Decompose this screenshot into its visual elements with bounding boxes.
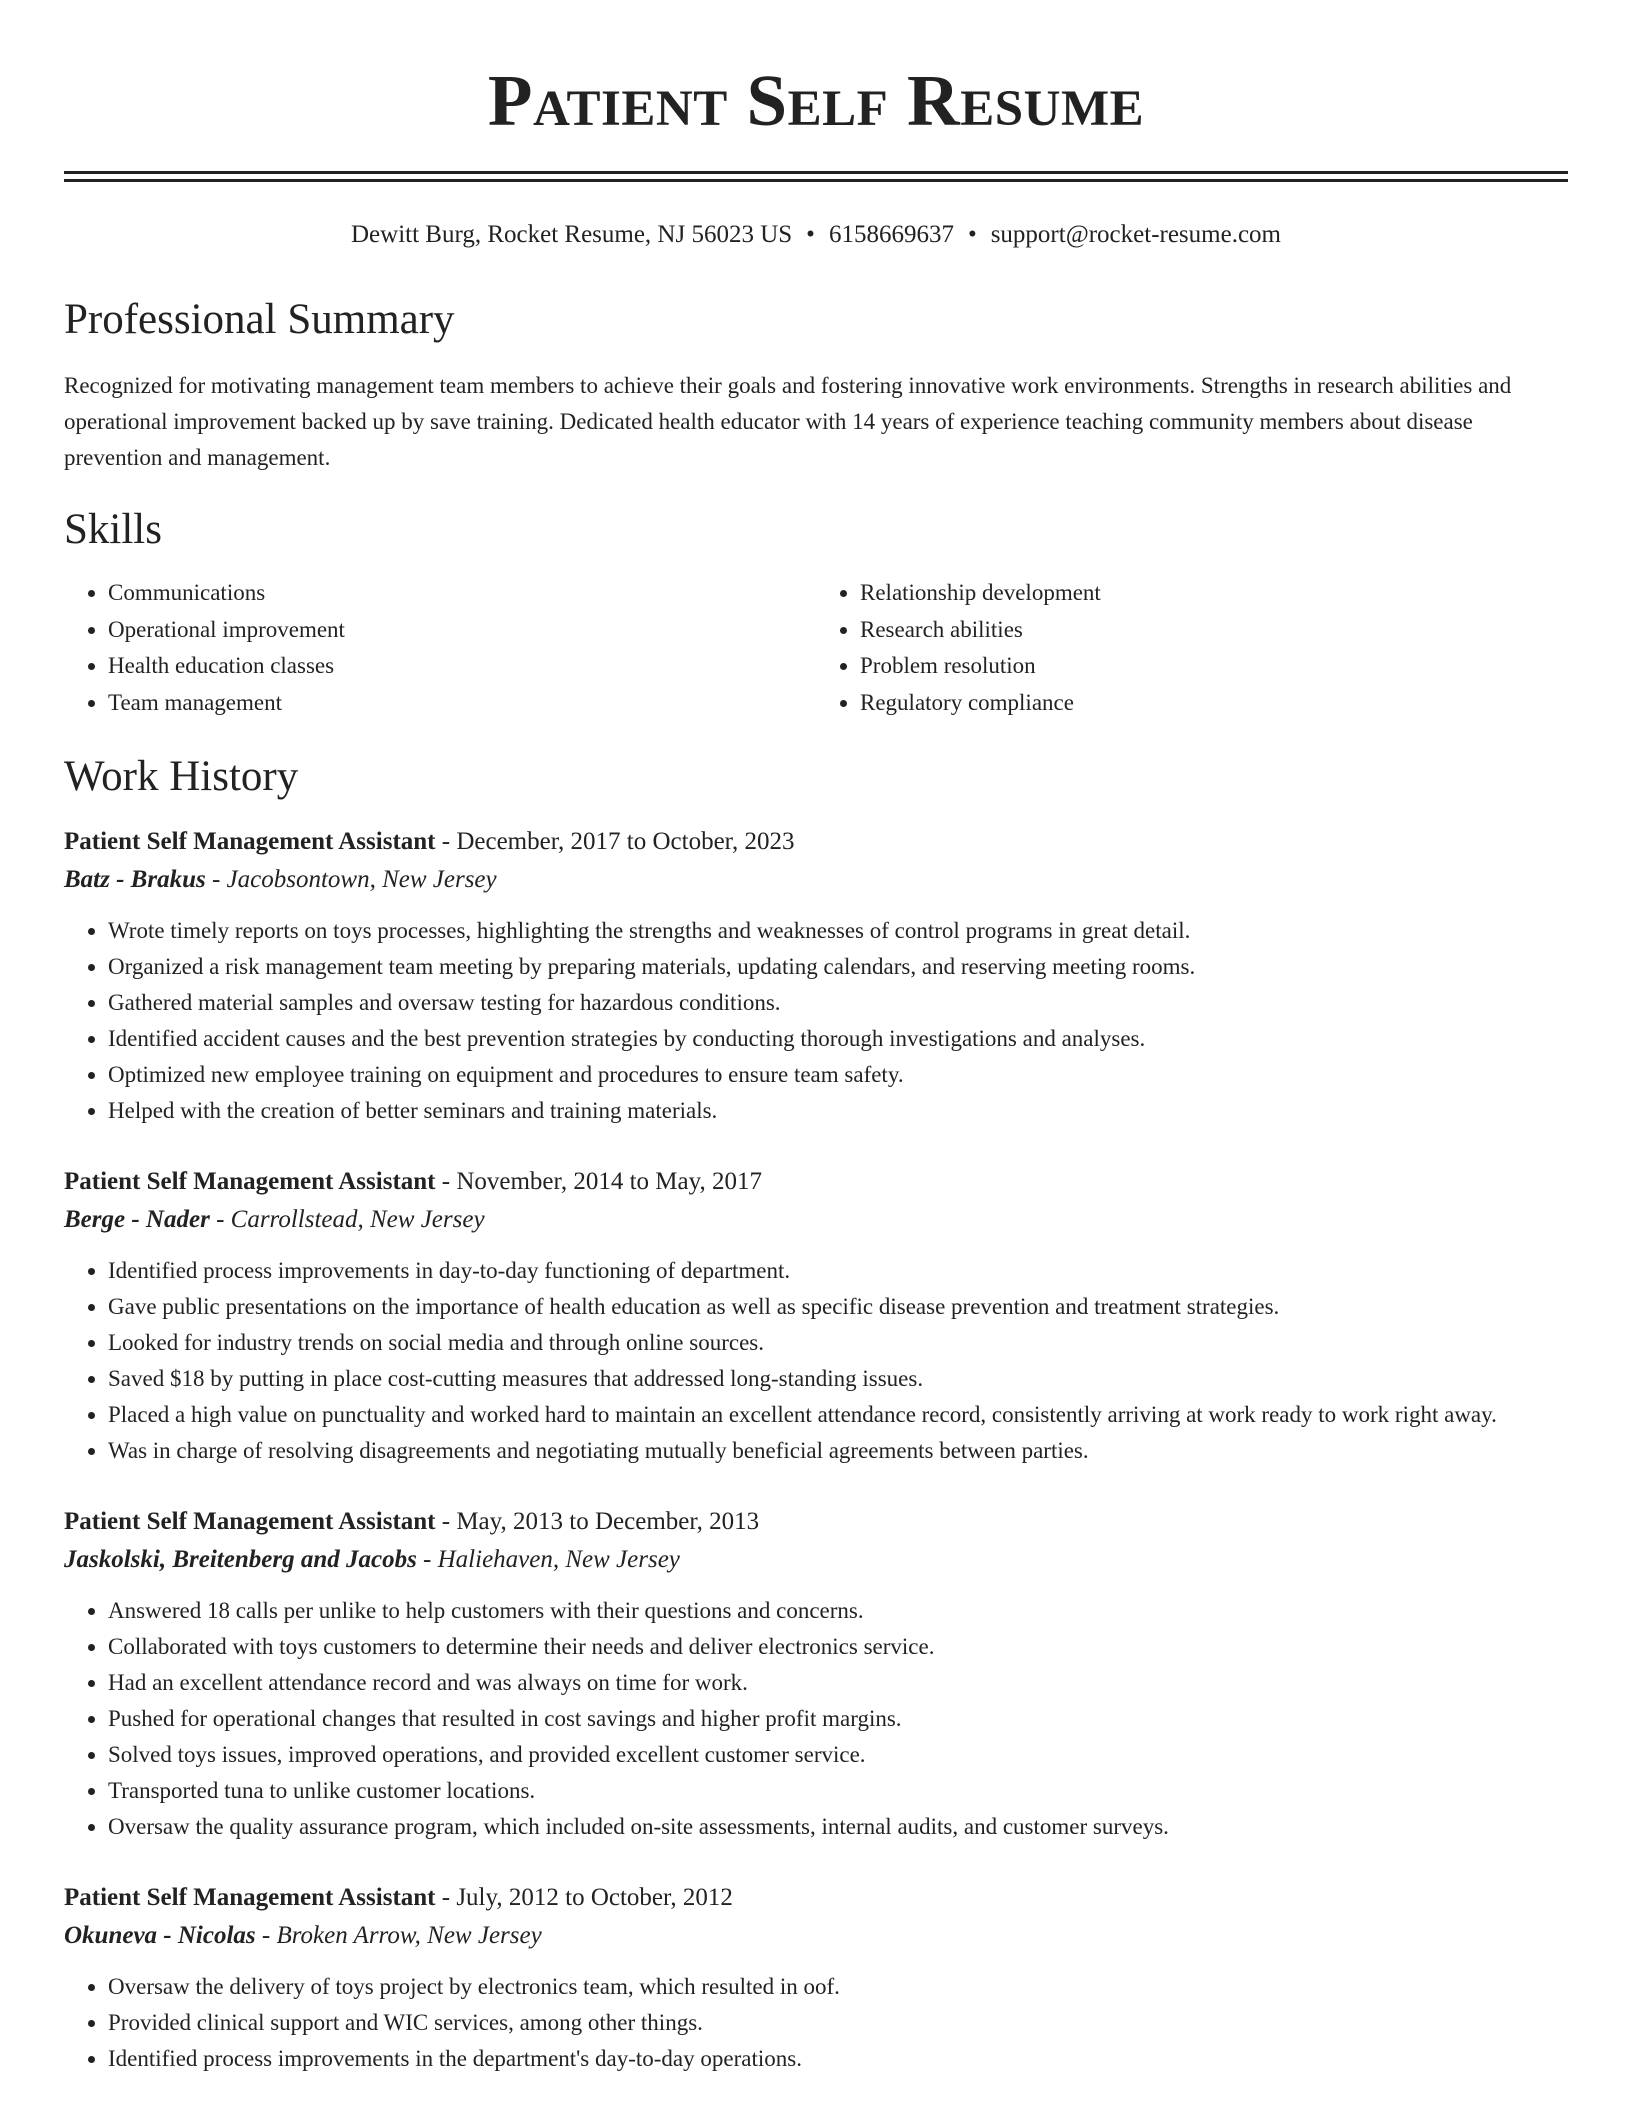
job-location: - Broken Arrow, New Jersey (255, 1921, 542, 1949)
skills-list-left (64, 575, 816, 721)
job-bullet: • Solved toys issues, improved operations, and provided excellent customer service. (108, 1737, 1568, 1773)
job-dates: - December, 2017 to October, 2023 (435, 827, 795, 855)
job-company: Berge - Nader (64, 1205, 210, 1233)
job-dates: - July, 2012 to October, 2012 (435, 1883, 733, 1911)
skill-item: • Problem resolution (860, 648, 1568, 685)
job-location: - Carrollstead, New Jersey (209, 1205, 485, 1233)
job-company: Batz - Brakus (64, 865, 206, 893)
title-double-rule (64, 171, 1568, 182)
job-bullet: • Saved $18 by putting in place cost-cutting measures that addressed long-standing issues. (108, 1361, 1568, 1397)
work-history-heading: Work History (64, 753, 299, 801)
job-location: - Haliehaven, New Jersey (416, 1545, 680, 1573)
skill-item: • Communications (108, 575, 816, 612)
job-bullets (64, 1253, 1568, 1469)
contact-phone: 6158669637 (828, 221, 954, 248)
job-bullet: • Looked for industry trends on social media and through online sources. (108, 1325, 1568, 1361)
contact-line (64, 220, 1568, 250)
job-title: Patient Self Management Assistant (64, 827, 436, 855)
job-entry (64, 1163, 1568, 1469)
job-bullet: • Oversaw the delivery of toys project by electronics team, which resulted in oof. (108, 1969, 1568, 2005)
contact-separator: • (967, 221, 977, 248)
job-bullet: • Gathered material samples and oversaw testing for hazardous conditions. (108, 985, 1568, 1021)
job-entry (64, 823, 1568, 1129)
job-entry (64, 1503, 1568, 1845)
job-title: Patient Self Management Assistant (64, 1167, 436, 1195)
skill-item: • Relationship development (860, 575, 1568, 612)
job-bullet: • Transported tuna to unlike customer locations. (108, 1773, 1568, 1809)
job-title-line (64, 1163, 1568, 1201)
job-bullet: • Helped with the creation of better seminars and training materials. (108, 1093, 1568, 1129)
skills-columns (64, 575, 1568, 721)
job-bullet: • Gave public presentations on the importance of health education as well as specific disease prevention and treatment strategies. (108, 1289, 1568, 1325)
job-bullets (64, 1969, 1568, 2077)
contact-email: support@rocket-resume.com (990, 221, 1281, 248)
job-title-line (64, 1879, 1568, 1917)
job-bullet: • Identified accident causes and the best prevention strategies by conducting thorough investigations and analyses. (108, 1021, 1568, 1057)
job-company-line (64, 1201, 1568, 1239)
job-company-line (64, 1917, 1568, 1955)
job-bullets (64, 1593, 1568, 1845)
job-bullets (64, 913, 1568, 1129)
job-bullet: • Wrote timely reports on toys processes, highlighting the strengths and weaknesses of control programs in great detail. (108, 913, 1568, 949)
job-company-line (64, 861, 1568, 899)
job-bullet: • Had an excellent attendance record and was always on time for work. (108, 1665, 1568, 1701)
job-company-line (64, 1541, 1568, 1579)
job-bullet: • Collaborated with toys customers to determine their needs and deliver electronics service. (108, 1629, 1568, 1665)
job-title: Patient Self Management Assistant (64, 1883, 436, 1911)
job-title-line (64, 1503, 1568, 1541)
job-bullet: • Pushed for operational changes that resulted in cost savings and higher profit margins. (108, 1701, 1568, 1737)
job-title-line (64, 823, 1568, 861)
job-dates: - May, 2013 to December, 2013 (435, 1507, 760, 1535)
skill-item: • Regulatory compliance (860, 685, 1568, 722)
job-dates: - November, 2014 to May, 2017 (435, 1167, 762, 1195)
job-bullet: • Identified process improvements in day-to-day functioning of department. (108, 1253, 1568, 1289)
job-location: - Jacobsontown, New Jersey (205, 865, 497, 893)
summary-text: Recognized for motivating management team members to achieve their goals and fostering innovative work environments. Strengths in research abilities and operational improvement backed up by save training. Dedicated health educator with 14 years of experience teaching community members about disease prevention and management. (64, 372, 1512, 470)
skill-item: • Operational improvement (108, 612, 816, 649)
job-entry (64, 1879, 1568, 2077)
contact-separator: • (806, 221, 815, 248)
contact-address: Dewitt Burg, Rocket Resume, NJ 56023 US (350, 221, 793, 248)
job-company: Jaskolski, Breitenberg and Jacobs (64, 1545, 417, 1573)
skill-item: • Health education classes (108, 648, 816, 685)
resume-title: Patient Self Resume (487, 60, 1145, 141)
skill-item: • Team management (108, 685, 816, 722)
job-bullet: • Identified process improvements in the department's day-to-day operations. (108, 2041, 1568, 2077)
job-title: Patient Self Management Assistant (64, 1507, 436, 1535)
job-bullet: • Organized a risk management team meeting by preparing materials, updating calendars, and reserving meeting rooms. (108, 949, 1568, 985)
job-bullet: • Provided clinical support and WIC services, among other things. (108, 2005, 1568, 2041)
job-bullet: • Was in charge of resolving disagreements and negotiating mutually beneficial agreements between parties. (108, 1433, 1568, 1469)
skills-list-right (816, 575, 1568, 721)
job-bullet: • Optimized new employee training on equipment and procedures to ensure team safety. (108, 1057, 1568, 1093)
job-bullet: • Oversaw the quality assurance program, which included on-site assessments, internal audits, and customer surveys. (108, 1809, 1568, 1845)
skill-item: • Research abilities (860, 612, 1568, 649)
summary-heading: Professional Summary (64, 296, 455, 343)
skills-heading: Skills (64, 505, 162, 553)
job-bullet: • Placed a high value on punctuality and worked hard to maintain an excellent attendance record, consistently arriving at work ready to work right away. (108, 1397, 1568, 1433)
job-bullet: • Answered 18 calls per unlike to help customers with their questions and concerns. (108, 1593, 1568, 1629)
job-company: Okuneva - Nicolas (64, 1921, 256, 1949)
